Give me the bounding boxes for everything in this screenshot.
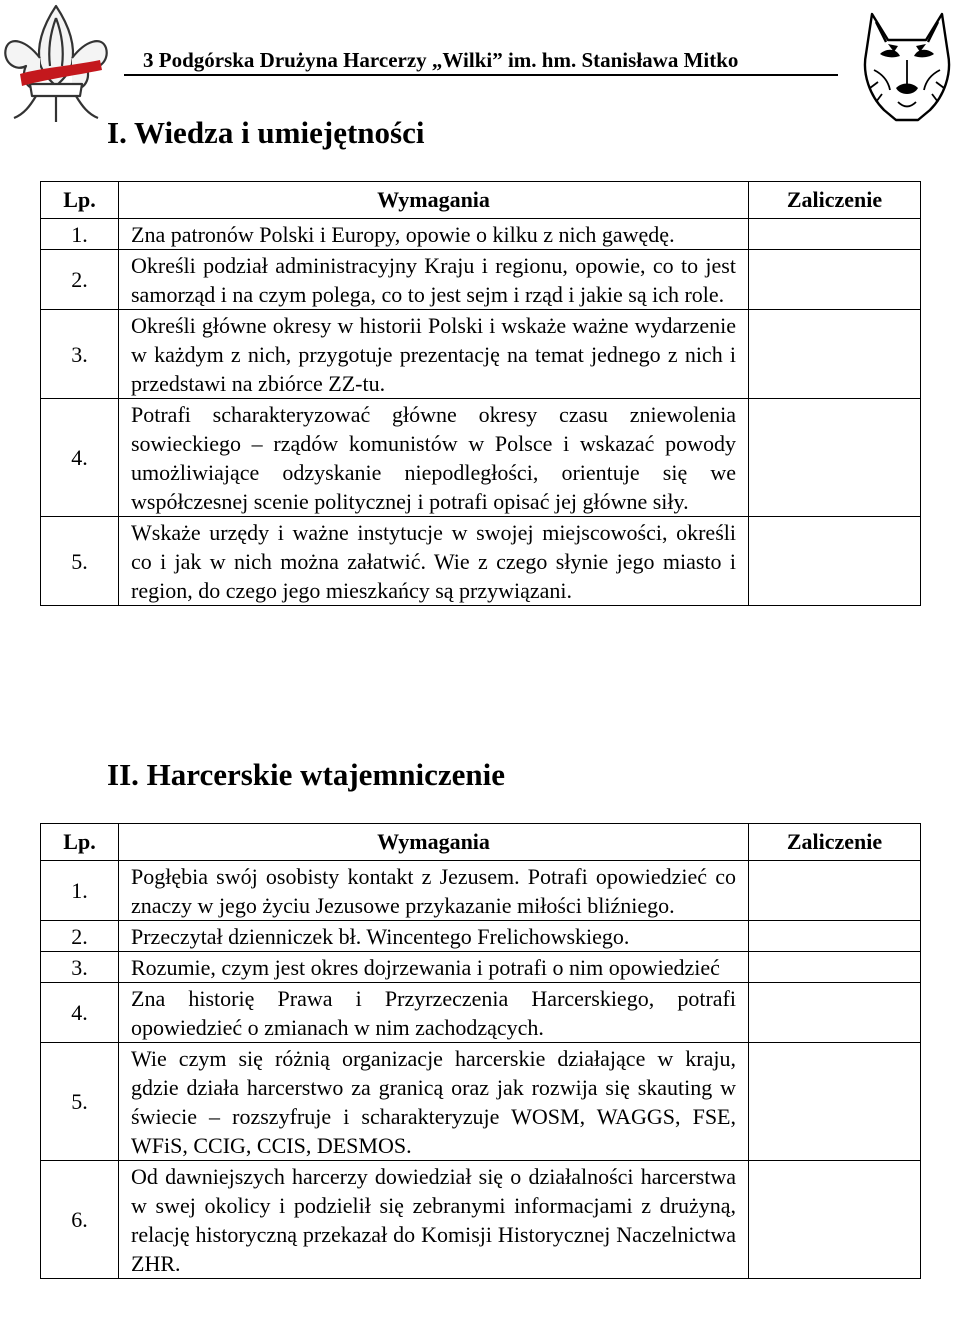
header-title: 3 Podgórska Drużyna Harcerzy „Wilki” im. hm. Stanisława Mitko	[143, 48, 739, 72]
requirement-text: Potrafi scharakteryzować główne okresy czasu zniewolenia sowieckiego – rządów komunistów w Polsce i wskazać powody umożliwiające odzyskanie niepodległości, orientuje się we współczesnej scenie politycznej i potrafi opisać jej główne siły.	[119, 399, 749, 517]
requirement-text: Zna patronów Polski i Europy, opowie o kilku z nich gawędę.	[119, 219, 749, 250]
table-header-row	[41, 182, 921, 219]
completion-cell	[749, 250, 921, 310]
table-row	[41, 250, 921, 310]
requirement-text: Pogłębia swój osobisty kontakt z Jezusem. Potrafi opowiedzieć co znaczy w jego życiu Jezusowe przykazanie miłości bliźniego.	[119, 861, 749, 921]
table-row	[41, 310, 921, 399]
column-header-zaliczenie: Zaliczenie	[749, 182, 921, 219]
completion-cell	[749, 861, 921, 921]
row-number: 5.	[41, 517, 119, 606]
completion-cell	[749, 517, 921, 606]
completion-cell	[749, 983, 921, 1043]
row-number: 1.	[41, 219, 119, 250]
column-header-wymagania: Wymagania	[119, 824, 749, 861]
completion-cell	[749, 952, 921, 983]
requirement-text: Przeczytał dzienniczek bł. Wincentego Frelichowskiego.	[119, 921, 749, 952]
completion-cell	[749, 1161, 921, 1279]
table-row	[41, 952, 921, 983]
scout-lily-icon	[0, 0, 118, 128]
requirement-text: Zna historię Prawa i Przyrzeczenia Harcerskiego, potrafi opowiedzieć o zmianach w nim zachodzących.	[119, 983, 749, 1043]
row-number: 5.	[41, 1043, 119, 1161]
requirements-table-1	[40, 181, 921, 606]
table-row	[41, 861, 921, 921]
requirement-text: Rozumie, czym jest okres dojrzewania i potrafi o nim opowiedzieć	[119, 952, 749, 983]
row-number: 2.	[41, 250, 119, 310]
column-header-wymagania: Wymagania	[119, 182, 749, 219]
table-row	[41, 1043, 921, 1161]
section-title-2: II. Harcerskie wtajemniczenie	[107, 757, 506, 792]
requirement-text: Wskaże urzędy i ważne instytucje w swojej miejscowości, określi co i jak w nich można załatwić. Wie z czego słynie jego miasto i region, do czego jego mieszkańcy są przywiązani.	[119, 517, 749, 606]
completion-cell	[749, 399, 921, 517]
wolf-head-icon	[858, 10, 956, 122]
requirement-text: Od dawniejszych harcerzy dowiedział się o działalności harcerstwa w swej okolicy i podzielił się zebranymi informacjami z drużyną, relację historyczną przekazał do Komisji Historycznej Naczelnictwa ZHR.	[119, 1161, 749, 1279]
row-number: 1.	[41, 861, 119, 921]
completion-cell	[749, 921, 921, 952]
completion-cell	[749, 219, 921, 250]
column-header-lp: Lp.	[41, 182, 119, 219]
row-number: 2.	[41, 921, 119, 952]
completion-cell	[749, 310, 921, 399]
requirements-table-2	[40, 823, 921, 1279]
requirement-text: Wie czym się różnią organizacje harcerskie działające w kraju, gdzie działa harcerstwo za granicą oraz jak rozwija się skauting w świecie – rozszyfruje i scharakteryzuje WOSM, WAGGS, FSE, WFiS, CCIG, CCIS, DESMOS.	[119, 1043, 749, 1161]
column-header-lp: Lp.	[41, 824, 119, 861]
table-row	[41, 1161, 921, 1279]
requirement-text: Określi podział administracyjny Kraju i regionu, opowie, co to jest samorząd i na czym polega, co to jest sejm i rząd i jakie są ich role.	[119, 250, 749, 310]
section-title-1: I. Wiedza i umiejętności	[107, 115, 425, 150]
row-number: 4.	[41, 983, 119, 1043]
table-row	[41, 219, 921, 250]
row-number: 3.	[41, 310, 119, 399]
row-number: 6.	[41, 1161, 119, 1279]
table-row	[41, 517, 921, 606]
table-row	[41, 983, 921, 1043]
table-header-row	[41, 824, 921, 861]
column-header-zaliczenie: Zaliczenie	[749, 824, 921, 861]
table-row	[41, 921, 921, 952]
requirement-text: Określi główne okresy w historii Polski i wskaże ważne wydarzenie w każdym z nich, przygotuje prezentację na temat jednego z nich i przedstawi na zbiórce ZZ-tu.	[119, 310, 749, 399]
header-rule	[124, 74, 838, 76]
row-number: 4.	[41, 399, 119, 517]
completion-cell	[749, 1043, 921, 1161]
table-row	[41, 399, 921, 517]
row-number: 3.	[41, 952, 119, 983]
